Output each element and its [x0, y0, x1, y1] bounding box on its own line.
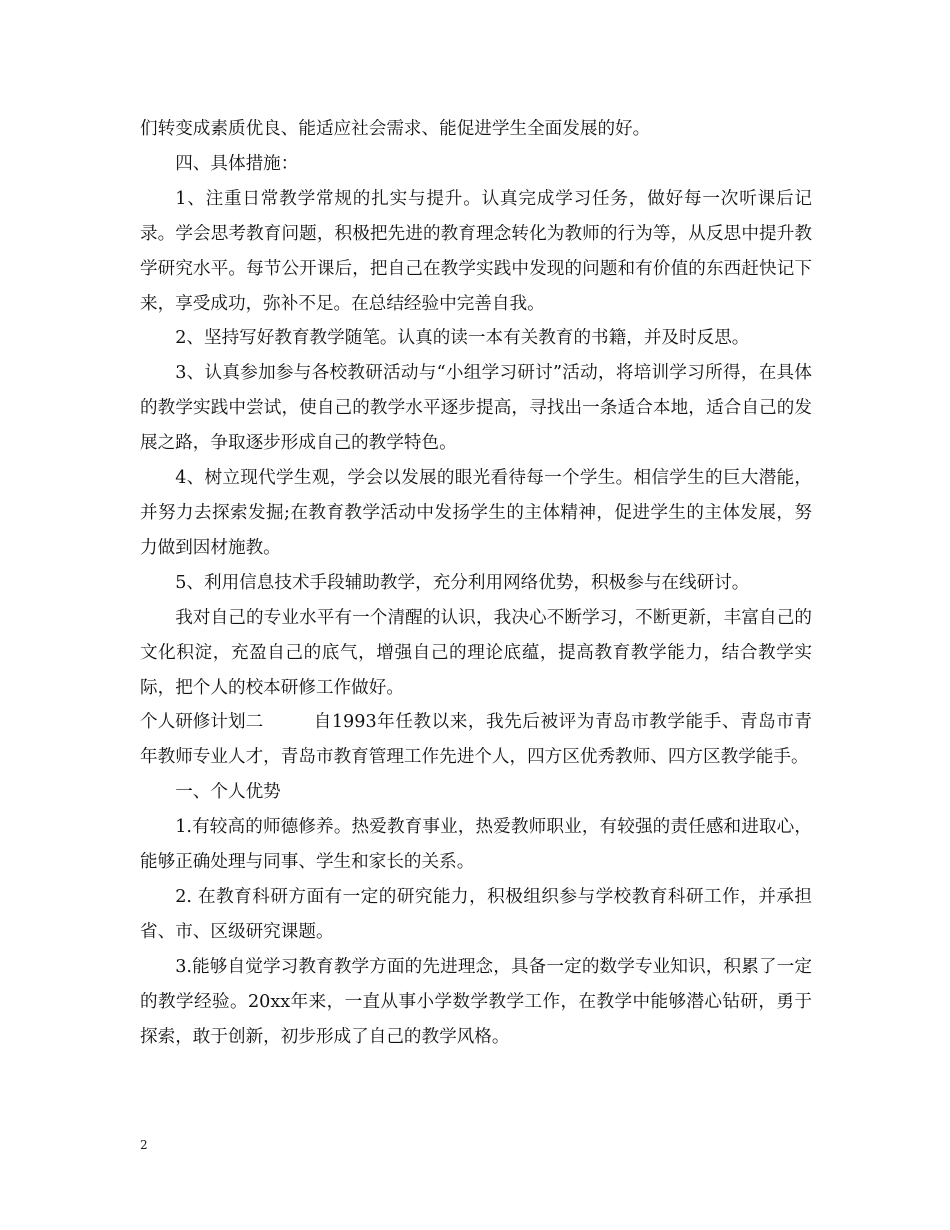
- plan-two-intro: 自1993年任教以来，我先后被评为青岛市教学能手、青岛市青年教师专业人才，青岛市教育管理工作先进个人，四方区优秀教师、四方区教学能手。: [140, 712, 812, 768]
- paragraph-advantage-1: 1.有较高的师德修养。热爱教育事业，热爱教师职业，有较强的责任感和进取心，能够正确处理与同事、学生和家长的关系。: [140, 817, 812, 873]
- document-body: [140, 112, 812, 1054]
- section-heading-advantages: 一、个人优势: [175, 782, 281, 803]
- paragraph-measure-4: 4、树立现代学生观，学会以发展的眼光看待每一个学生。相信学生的巨大潜能，并努力去探索发掘;在教育教学活动中发扬学生的主体精神，促进学生的主体发展，努力做到因材施教。: [140, 468, 812, 558]
- section-heading-measures: 四、具体措施：: [175, 153, 299, 174]
- paragraph-conclusion: 我对自己的专业水平有一个清醒的认识，我决心不断学习，不断更新，丰富自己的文化积淀，充盈自己的底气，增强自己的理论底蕴，提高教育教学能力，结合教学实际，把个人的校本研修工作做好。: [140, 607, 812, 698]
- paragraph-measure-5: 5、利用信息技术手段辅助教学，充分利用网络优势，积极参与在线研讨。: [175, 572, 750, 593]
- paragraph-measure-2: 2、坚持写好教育教学随笔。认真的读一本有关教育的书籍，并及时反思。: [175, 328, 750, 349]
- page-number: 2: [140, 1138, 148, 1152]
- paragraph-measure-1: 1、注重日常教学常规的扎实与提升。认真完成学习任务，做好每一次听课后记录。学会思考教育问题，积极把先进的教育理念转化为教师的行为等，从反思中提升教学研究水平。每节公开课后，把自己在教学实践中发现的问题和有价值的东西赶快记下来，享受成功，弥补不足。在总结经验中完善自我。: [140, 188, 812, 314]
- paragraph-measure-3: 3、认真参加参与各校教研活动与“小组学习研讨”活动，将培训学习所得，在具体的教学实践中尝试，使自己的教学水平逐步提高，寻找出一条适合本地，适合自己的发展之路，争取逐步形成自己的教学特色。: [140, 363, 812, 454]
- paragraph-advantage-2: 2. 在教育科研方面有一定的研究能力，积极组织参与学校教育科研工作，并承担省、市、区级研究课题。: [140, 886, 812, 942]
- paragraph-advantage-3: 3.能够自觉学习教育教学方面的先进理念，具备一定的数学专业知识，积累了一定的教学经验。20xx年来，一直从事小学数学教学工作，在教学中能够潜心钻研，勇于探索，敢于创新，初步形成了自己的教学风格。: [140, 956, 812, 1047]
- paragraph-plan-two: [140, 705, 812, 775]
- plan-two-title: 个人研修计划二: [140, 712, 264, 733]
- paragraph-continuation: 们转变成素质优良、能适应社会需求、能促进学生全面发展的好。: [140, 119, 651, 139]
